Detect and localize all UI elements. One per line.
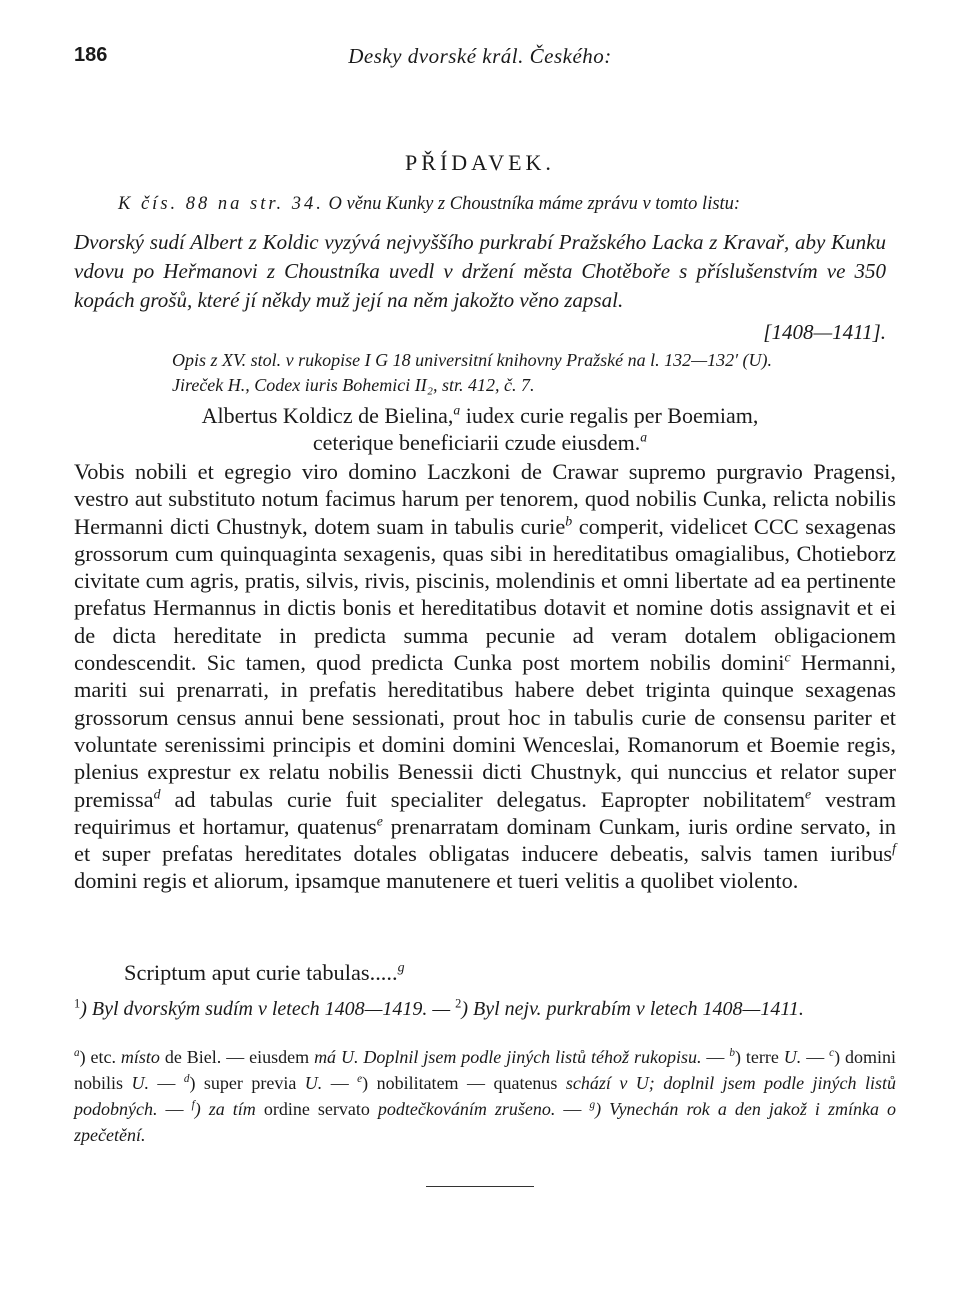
- footnote-marker: a: [640, 429, 648, 445]
- closing-text: Scriptum aput curie tabulas.....: [124, 960, 398, 985]
- apparatus-text: ) etc.: [79, 1047, 121, 1067]
- apparatus-text: —: [801, 1047, 830, 1067]
- apparatus-text: ) domini nobilis: [74, 1047, 897, 1093]
- apparatus-text: ) za tím: [194, 1099, 256, 1119]
- intro-text: O věnu Kunky z Choustníka máme zprávu v tomto listu:: [328, 194, 741, 214]
- closing-rule: [426, 1186, 534, 1187]
- footnote-marker: d: [153, 787, 161, 803]
- address-text: ceterique beneficiarii czude eiusdem.: [312, 430, 641, 455]
- apparatus-marker: a: [74, 1047, 80, 1059]
- body-text: prenarratam dominam Cunkam, iuris ordine servato, in et super prefatas hereditates dotales obligatas inducere debeatis, salvis tamen iuribus: [74, 813, 897, 867]
- apparatus-text: ) super previa: [189, 1073, 305, 1093]
- numbered-footnotes: $^1$) Byl dvorským sudím v letech 1408—1419. — $^2$) Byl nejv. purkrabím v letech 1408—1411.: [74, 996, 804, 1020]
- page-header: [74, 44, 886, 74]
- footnote-text: Byl dvorským sudím v letech 1408—1419. —: [86, 998, 456, 1020]
- apparatus-text: —: [701, 1047, 730, 1067]
- document-body: [74, 458, 896, 895]
- apparatus-text: —: [555, 1099, 590, 1119]
- footnote-marker: g: [397, 960, 405, 976]
- apparatus-text: ordine servato: [255, 1099, 378, 1119]
- apparatus-text: U.: [783, 1047, 802, 1067]
- apparatus-marker: b: [729, 1047, 735, 1059]
- page-number: 186: [74, 44, 108, 66]
- apparatus-text: —: [157, 1099, 192, 1119]
- apparatus-marker: c: [829, 1047, 835, 1059]
- source-line-1: Opis z XV. stol. v rukopise I G 18 universitní knihovny Pražské na l. 132—132′ (U).: [172, 350, 773, 370]
- apparatus-text: U.: [304, 1073, 323, 1093]
- closing-line: [124, 960, 405, 986]
- address-line-2: [74, 429, 886, 456]
- document-address: [74, 402, 886, 456]
- body-text: domini regis et aliorum, ipsamque manutenere et tueri velitis a quolibet violento.: [74, 868, 799, 894]
- section-title: PŘÍDAVEK.: [405, 150, 555, 175]
- apparatus-text: ) terre: [734, 1047, 784, 1067]
- footnote-number: 1: [74, 996, 81, 1011]
- footnote-number: 2: [455, 996, 462, 1011]
- apparatus-marker: f: [191, 1099, 195, 1111]
- apparatus-text: U.: [131, 1073, 149, 1093]
- footnote-marker: b: [565, 514, 573, 530]
- body-text: Hermanni, mariti sui prenarrati, in prefatis hereditatibus habere debet triginta quinque sexagenas grossorum census annui bene sessionati, prout hoc in tabulis curie de consensu pariter et voluntate serenissimi principis et domini domini Wenceslai, Romanorum et Boemie regis, plenius exprestur ex relatu nobilis Benessii dicti Chustnyk, qui nunccius et relator super premissa: [74, 650, 896, 812]
- critical-apparatus: [74, 1044, 896, 1148]
- footnote-marker: c: [784, 650, 791, 666]
- apparatus-text: ) nobilitatem — quatenus: [362, 1073, 566, 1093]
- apparatus-text: de Biel. — eiusdem: [159, 1047, 315, 1067]
- apparatus-text: má U. Doplnil jsem podle jiných listů téhož rukopisu.: [314, 1047, 702, 1067]
- apparatus-marker: d: [183, 1073, 190, 1085]
- body-text: Vobis nobili et egregio viro domino Laczkoni de Crawar supremo purgravio Pragensi, vestro aut substituto notum facimus harum per tenorem, quod nobilis Cunka, relicta nobilis Hermanni dicti Chustnyk, dotem suam in tabulis curie: [74, 459, 896, 539]
- footnote-marker: e: [376, 814, 383, 830]
- body-text: vestram requirimus et hortamur, quatenus: [74, 786, 896, 839]
- apparatus-text: —: [322, 1073, 358, 1093]
- footnote-marker: e: [804, 787, 812, 803]
- apparatus-text: —: [148, 1073, 184, 1093]
- apparatus-text: místo: [120, 1047, 160, 1067]
- source-line-2: Jireček H., Codex iuris Bohemici II₂, str. 412, č. 7.: [172, 375, 535, 395]
- source-note: [172, 348, 886, 398]
- body-paragraph: [74, 458, 896, 895]
- address-line-1: [74, 402, 886, 429]
- footnote-marker: a: [453, 402, 461, 418]
- footnote-text: Byl nejv. purkrabím v letech 1408—1411.: [468, 998, 804, 1020]
- summary-date: [1408—1411].: [763, 320, 886, 344]
- apparatus-text: schází v U; doplnil jsem podle jiných listů podobných.: [74, 1073, 896, 1119]
- body-text: comperit, videlicet CCC sexagenas grossorum cum quinquaginta sexagenis, quas sibi in hereditatibus omagialibus, Chotieborz civitate cum agris, pratis, silvis, rivis, piscinis, molendinis et omni libertate ad ea pertinente prefatus Hermannus in dictis bonis et hereditatibus dotavit et nomine dotis assignavit et ei de dicta hereditate in predicta summa pecunie ad veram dotalem obligacionem condescendit. Sic tamen, quod predicta Cunka post mortem nobilis domini: [74, 513, 896, 676]
- intro-line: [118, 194, 886, 215]
- body-text: ad tabulas curie fuit specialiter delegatus. Eapropter nobilitatem: [160, 786, 805, 812]
- apparatus-text: ) Vynechán rok a den jakož i zmínka o zpečetění.: [74, 1099, 897, 1145]
- regest-summary: [74, 228, 886, 344]
- summary-text: Dvorský sudí Albert z Koldic vyzývá nejvyššího purkrabí Pražského Lacka z Kravař, aby Kunku vdovu po Heřmanovi z Choustníka uvedl v držení města Chotěboře s příslušenstvím ve 350 kopách grošů, které jí někdy muž její na něm jakožto věno zapsal.: [74, 230, 886, 312]
- address-text: Albertus Koldicz de Bielina,: [201, 403, 454, 428]
- apparatus-text: podtečkováním zrušeno.: [377, 1099, 556, 1119]
- running-title: Desky dvorské král. Českého:: [348, 44, 612, 68]
- address-text: iudex curie regalis per Boemiam,: [460, 403, 759, 428]
- apparatus-marker: g: [589, 1099, 596, 1111]
- footnote-marker: f: [892, 841, 896, 857]
- intro-reference: K čís. 88 na str. 34.: [118, 194, 324, 214]
- apparatus-marker: e: [357, 1073, 363, 1085]
